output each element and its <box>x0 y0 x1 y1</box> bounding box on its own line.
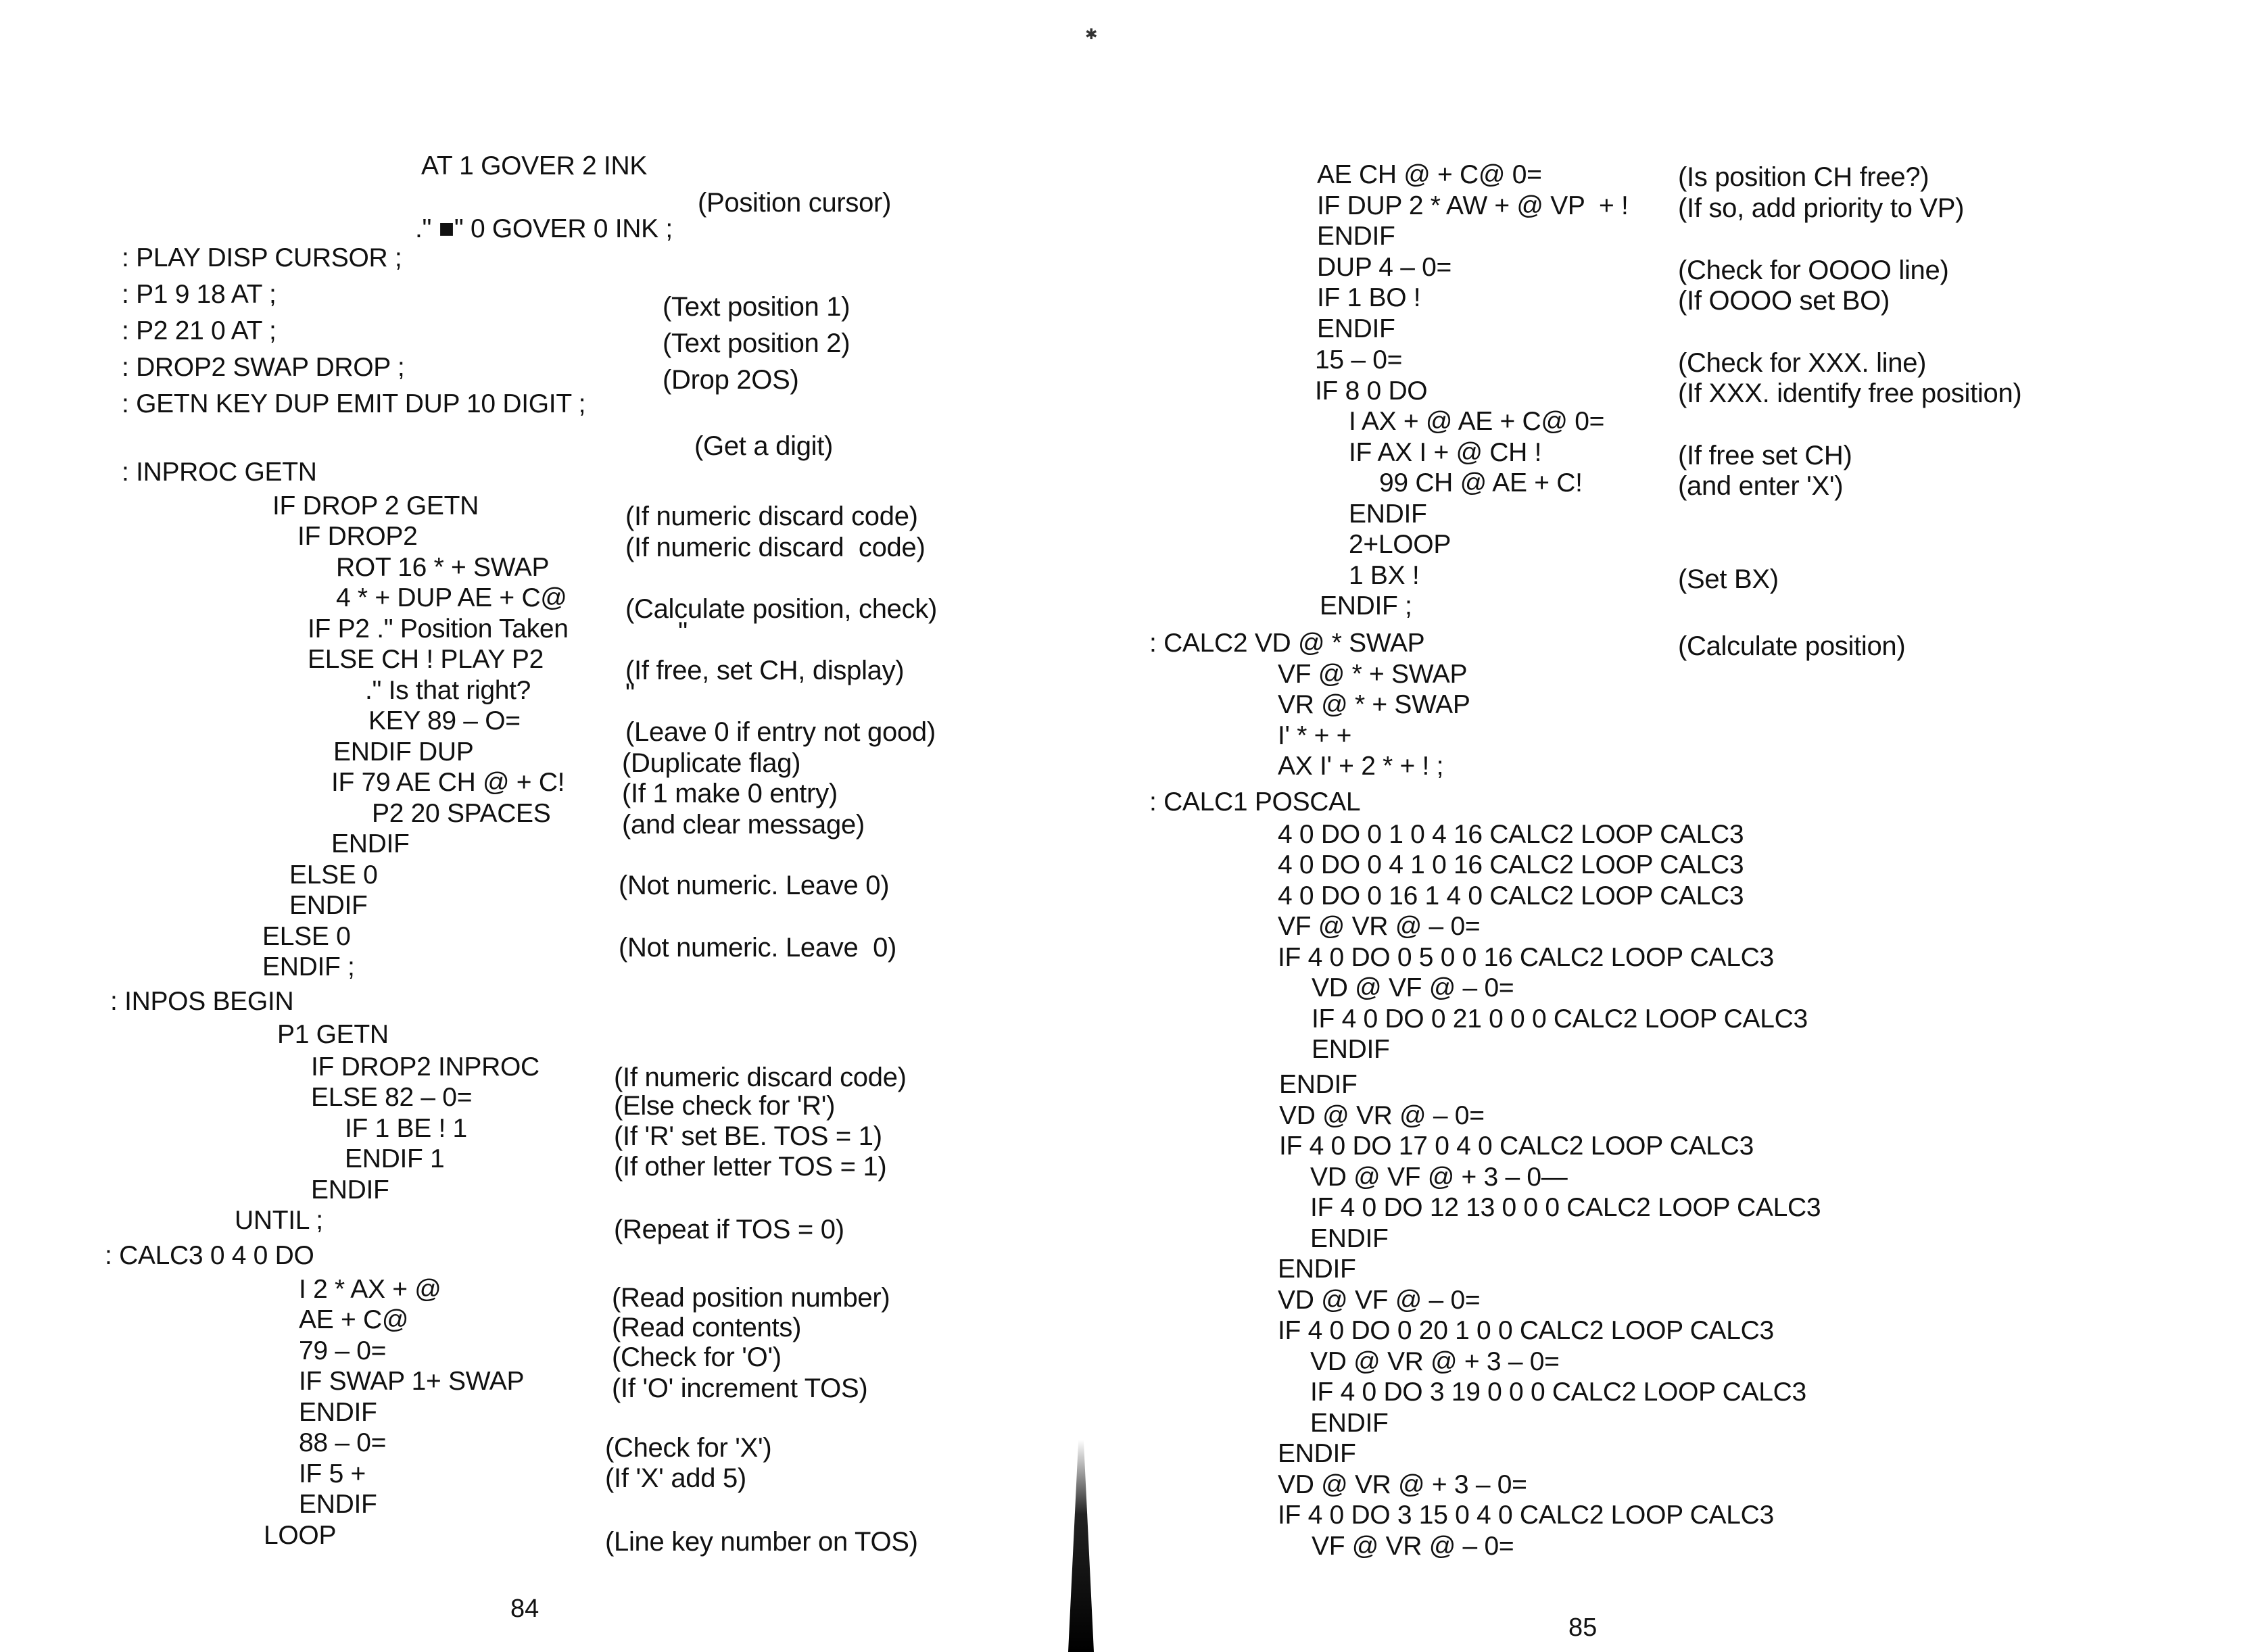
code-line: ENDIF <box>1278 1255 1356 1284</box>
code-comment: (If 1 make 0 entry) <box>622 779 838 808</box>
code-line: 4 * + DUP AE + C@ <box>336 583 567 612</box>
code-line: ENDIF ; <box>262 952 355 981</box>
code-line: VF @ VR @ – 0= <box>1312 1532 1514 1561</box>
code-line: VD @ VR @ + 3 – 0= <box>1278 1470 1527 1499</box>
code-line: ENDIF <box>1279 1070 1358 1099</box>
code-line: IF P2 ." Position Taken <box>308 614 569 643</box>
code-comment: (If free, set CH, display) <box>625 656 905 685</box>
code-comment: (Text position 2) <box>663 329 850 358</box>
code-line: VD @ VR @ + 3 – 0= <box>1310 1347 1560 1376</box>
code-comment: (If so, add priority to VP) <box>1678 193 1965 223</box>
code-line: ." ■" 0 GOVER 0 INK ; <box>415 214 673 243</box>
code-line: 4 0 DO 0 16 1 4 0 CALC2 LOOP CALC3 <box>1278 881 1744 910</box>
code-line: IF 8 0 DO <box>1315 376 1428 406</box>
code-line: ELSE 82 – 0= <box>311 1083 473 1112</box>
code-line: 2+LOOP <box>1349 530 1451 559</box>
code-line: P1 GETN <box>277 1020 389 1049</box>
code-comment: (Calculate position, check) <box>625 594 938 624</box>
code-line: IF 79 AE CH @ + C! <box>331 768 565 797</box>
code-line: IF 4 0 DO 0 5 0 0 16 CALC2 LOOP CALC3 <box>1278 943 1774 972</box>
code-line: IF 1 BE ! 1 <box>345 1114 467 1143</box>
code-line: I 2 * AX + @ <box>299 1275 441 1304</box>
code-line: ENDIF <box>1317 222 1395 251</box>
code-line: ENDIF <box>1310 1409 1389 1438</box>
code-line: IF 1 BO ! <box>1317 283 1421 312</box>
code-comment: (If 'R' set BE. TOS = 1) <box>614 1121 882 1151</box>
code-line: IF DUP 2 * AW + @ VP + ! <box>1317 191 1629 220</box>
code-line: IF DROP2 INPROC <box>311 1052 539 1082</box>
code-line: ENDIF <box>1278 1439 1356 1468</box>
code-line: 79 – 0= <box>299 1336 387 1365</box>
code-comment: (If numeric discard code) <box>614 1063 907 1092</box>
left-page <box>0 0 1109 1652</box>
code-line: VD @ VF @ – 0= <box>1278 1286 1481 1315</box>
code-comment: (Not numeric. Leave 0) <box>619 871 890 900</box>
code-line: IF 4 0 DO 3 15 0 4 0 CALC2 LOOP CALC3 <box>1278 1501 1774 1530</box>
code-line: AE + C@ <box>299 1305 409 1334</box>
code-line: VD @ VR @ – 0= <box>1279 1101 1485 1130</box>
code-line: LOOP <box>264 1521 337 1550</box>
code-comment: " <box>625 679 635 708</box>
code-line: I AX + @ AE + C@ 0= <box>1349 407 1605 436</box>
code-comment: (Repeat if TOS = 0) <box>614 1215 844 1244</box>
code-comment: (If OOOO set BO) <box>1678 286 1890 316</box>
code-comment: (Check for OOOO line) <box>1678 256 1949 285</box>
code-comment: (Line key number on TOS) <box>605 1527 918 1557</box>
code-line: : CALC3 0 4 0 DO <box>105 1241 314 1270</box>
code-line: VF @ * + SWAP <box>1278 660 1468 689</box>
code-comment: (Calculate position) <box>1678 631 1906 661</box>
code-line: VR @ * + SWAP <box>1278 690 1470 719</box>
code-comment: (Set BX) <box>1678 564 1779 594</box>
code-line: ENDIF <box>299 1398 377 1427</box>
code-line: 99 CH @ AE + C! <box>1379 468 1583 497</box>
code-line: 88 – 0= <box>299 1428 387 1457</box>
code-line: ROT 16 * + SWAP <box>336 553 550 582</box>
code-line: ." Is that right? <box>365 676 531 705</box>
code-comment: (Check for XXX. line) <box>1678 348 1927 378</box>
code-line: ENDIF <box>331 829 410 858</box>
code-line: ENDIF <box>1310 1224 1389 1253</box>
right-page <box>1109 0 2256 1652</box>
code-line: AT 1 GOVER 2 INK <box>421 151 648 180</box>
code-line: IF 4 0 DO 0 21 0 0 0 CALC2 LOOP CALC3 <box>1312 1004 1808 1034</box>
code-comment: (Duplicate flag) <box>622 748 801 778</box>
code-line: IF AX I + @ CH ! <box>1349 438 1542 467</box>
code-line: IF DROP2 <box>297 522 418 551</box>
code-line: ELSE 0 <box>262 922 351 951</box>
code-line: I' * + + <box>1278 721 1352 750</box>
code-line: ENDIF <box>1312 1035 1390 1064</box>
code-line: IF 4 0 DO 3 19 0 0 0 CALC2 LOOP CALC3 <box>1310 1378 1806 1407</box>
code-comment: (and clear message) <box>622 810 865 840</box>
code-comment: (If numeric discard code) <box>625 533 926 562</box>
code-line: ENDIF <box>1349 500 1427 529</box>
code-line: VF @ VR @ – 0= <box>1278 912 1481 941</box>
code-line: ELSE CH ! PLAY P2 <box>308 645 544 674</box>
code-comment: (Text position 1) <box>663 292 850 322</box>
code-line: UNTIL ; <box>235 1206 323 1235</box>
code-line: : CALC1 POSCAL <box>1149 787 1361 817</box>
code-line: 4 0 DO 0 4 1 0 16 CALC2 LOOP CALC3 <box>1278 850 1744 879</box>
code-line: : INPROC GETN <box>122 458 317 487</box>
code-line: VD @ VF @ – 0= <box>1312 973 1514 1002</box>
ink-speck-icon: ✱ <box>1085 26 1098 43</box>
code-line: 15 – 0= <box>1315 345 1403 374</box>
code-comment: (Not numeric. Leave 0) <box>619 933 897 963</box>
code-line: : DROP2 SWAP DROP ; <box>122 353 405 382</box>
code-line: ENDIF <box>311 1175 389 1205</box>
code-line: : INPOS BEGIN <box>110 987 294 1016</box>
code-line: : PLAY DISP CURSOR ; <box>122 243 402 272</box>
code-line: VD @ VF @ + 3 – 0— <box>1310 1163 1568 1192</box>
code-line: IF 4 0 DO 12 13 0 0 0 CALC2 LOOP CALC3 <box>1310 1193 1821 1222</box>
code-comment: (Position cursor) <box>698 188 892 218</box>
code-line: P2 20 SPACES <box>372 799 551 828</box>
code-comment: (If XXX. identify free position) <box>1678 379 2022 408</box>
code-comment: (Check for 'X') <box>605 1433 772 1463</box>
code-comment: (If 'O' increment TOS) <box>612 1374 868 1403</box>
code-comment: (and enter 'X') <box>1678 471 1844 501</box>
page-number: 84 <box>510 1595 539 1623</box>
code-line: AX I' + 2 * + ! ; <box>1278 752 1444 781</box>
code-line: IF DROP 2 GETN <box>272 491 479 520</box>
code-comment: (Read position number) <box>612 1283 890 1313</box>
code-line: : CALC2 VD @ * SWAP <box>1149 629 1425 658</box>
code-comment: (Drop 2OS) <box>663 365 799 395</box>
code-comment: (Else check for 'R') <box>614 1091 836 1121</box>
code-line: ENDIF 1 <box>345 1144 445 1173</box>
code-line: 1 BX ! <box>1349 561 1420 590</box>
code-line: ENDIF <box>299 1490 377 1519</box>
code-line: DUP 4 – 0= <box>1317 253 1451 282</box>
code-line: : P2 21 0 AT ; <box>122 316 277 345</box>
code-line: : GETN KEY DUP EMIT DUP 10 DIGIT ; <box>122 389 586 418</box>
code-line: IF 5 + <box>299 1459 366 1488</box>
code-comment: (If 'X' add 5) <box>605 1463 746 1493</box>
code-line: : P1 9 18 AT ; <box>122 280 277 309</box>
code-line: ENDIF DUP <box>333 737 474 767</box>
code-comment: (Leave 0 if entry not good) <box>625 717 936 747</box>
page-number: 85 <box>1568 1613 1598 1642</box>
code-line: AE CH @ + C@ 0= <box>1317 160 1542 189</box>
code-comment: " <box>678 617 688 647</box>
code-line: IF SWAP 1+ SWAP <box>299 1367 525 1396</box>
code-line: 4 0 DO 0 1 0 4 16 CALC2 LOOP CALC3 <box>1278 820 1744 849</box>
code-line: ENDIF ; <box>1320 591 1412 621</box>
code-line: ENDIF <box>1317 314 1395 343</box>
code-line: KEY 89 – O= <box>368 706 521 735</box>
code-comment: (Is position CH free?) <box>1678 162 1929 192</box>
code-comment: (Read contents) <box>612 1313 802 1342</box>
code-comment: (If free set CH) <box>1678 441 1852 470</box>
code-line: ELSE 0 <box>289 860 378 890</box>
code-line: IF 4 0 DO 17 0 4 0 CALC2 LOOP CALC3 <box>1279 1132 1754 1161</box>
code-line: IF 4 0 DO 0 20 1 0 0 CALC2 LOOP CALC3 <box>1278 1316 1774 1345</box>
code-comment: (If other letter TOS = 1) <box>614 1152 887 1182</box>
code-comment: (Get a digit) <box>694 431 834 461</box>
code-line: ENDIF <box>289 891 368 920</box>
code-comment: (Check for 'O') <box>612 1342 782 1372</box>
code-comment: (If numeric discard code) <box>625 502 918 531</box>
